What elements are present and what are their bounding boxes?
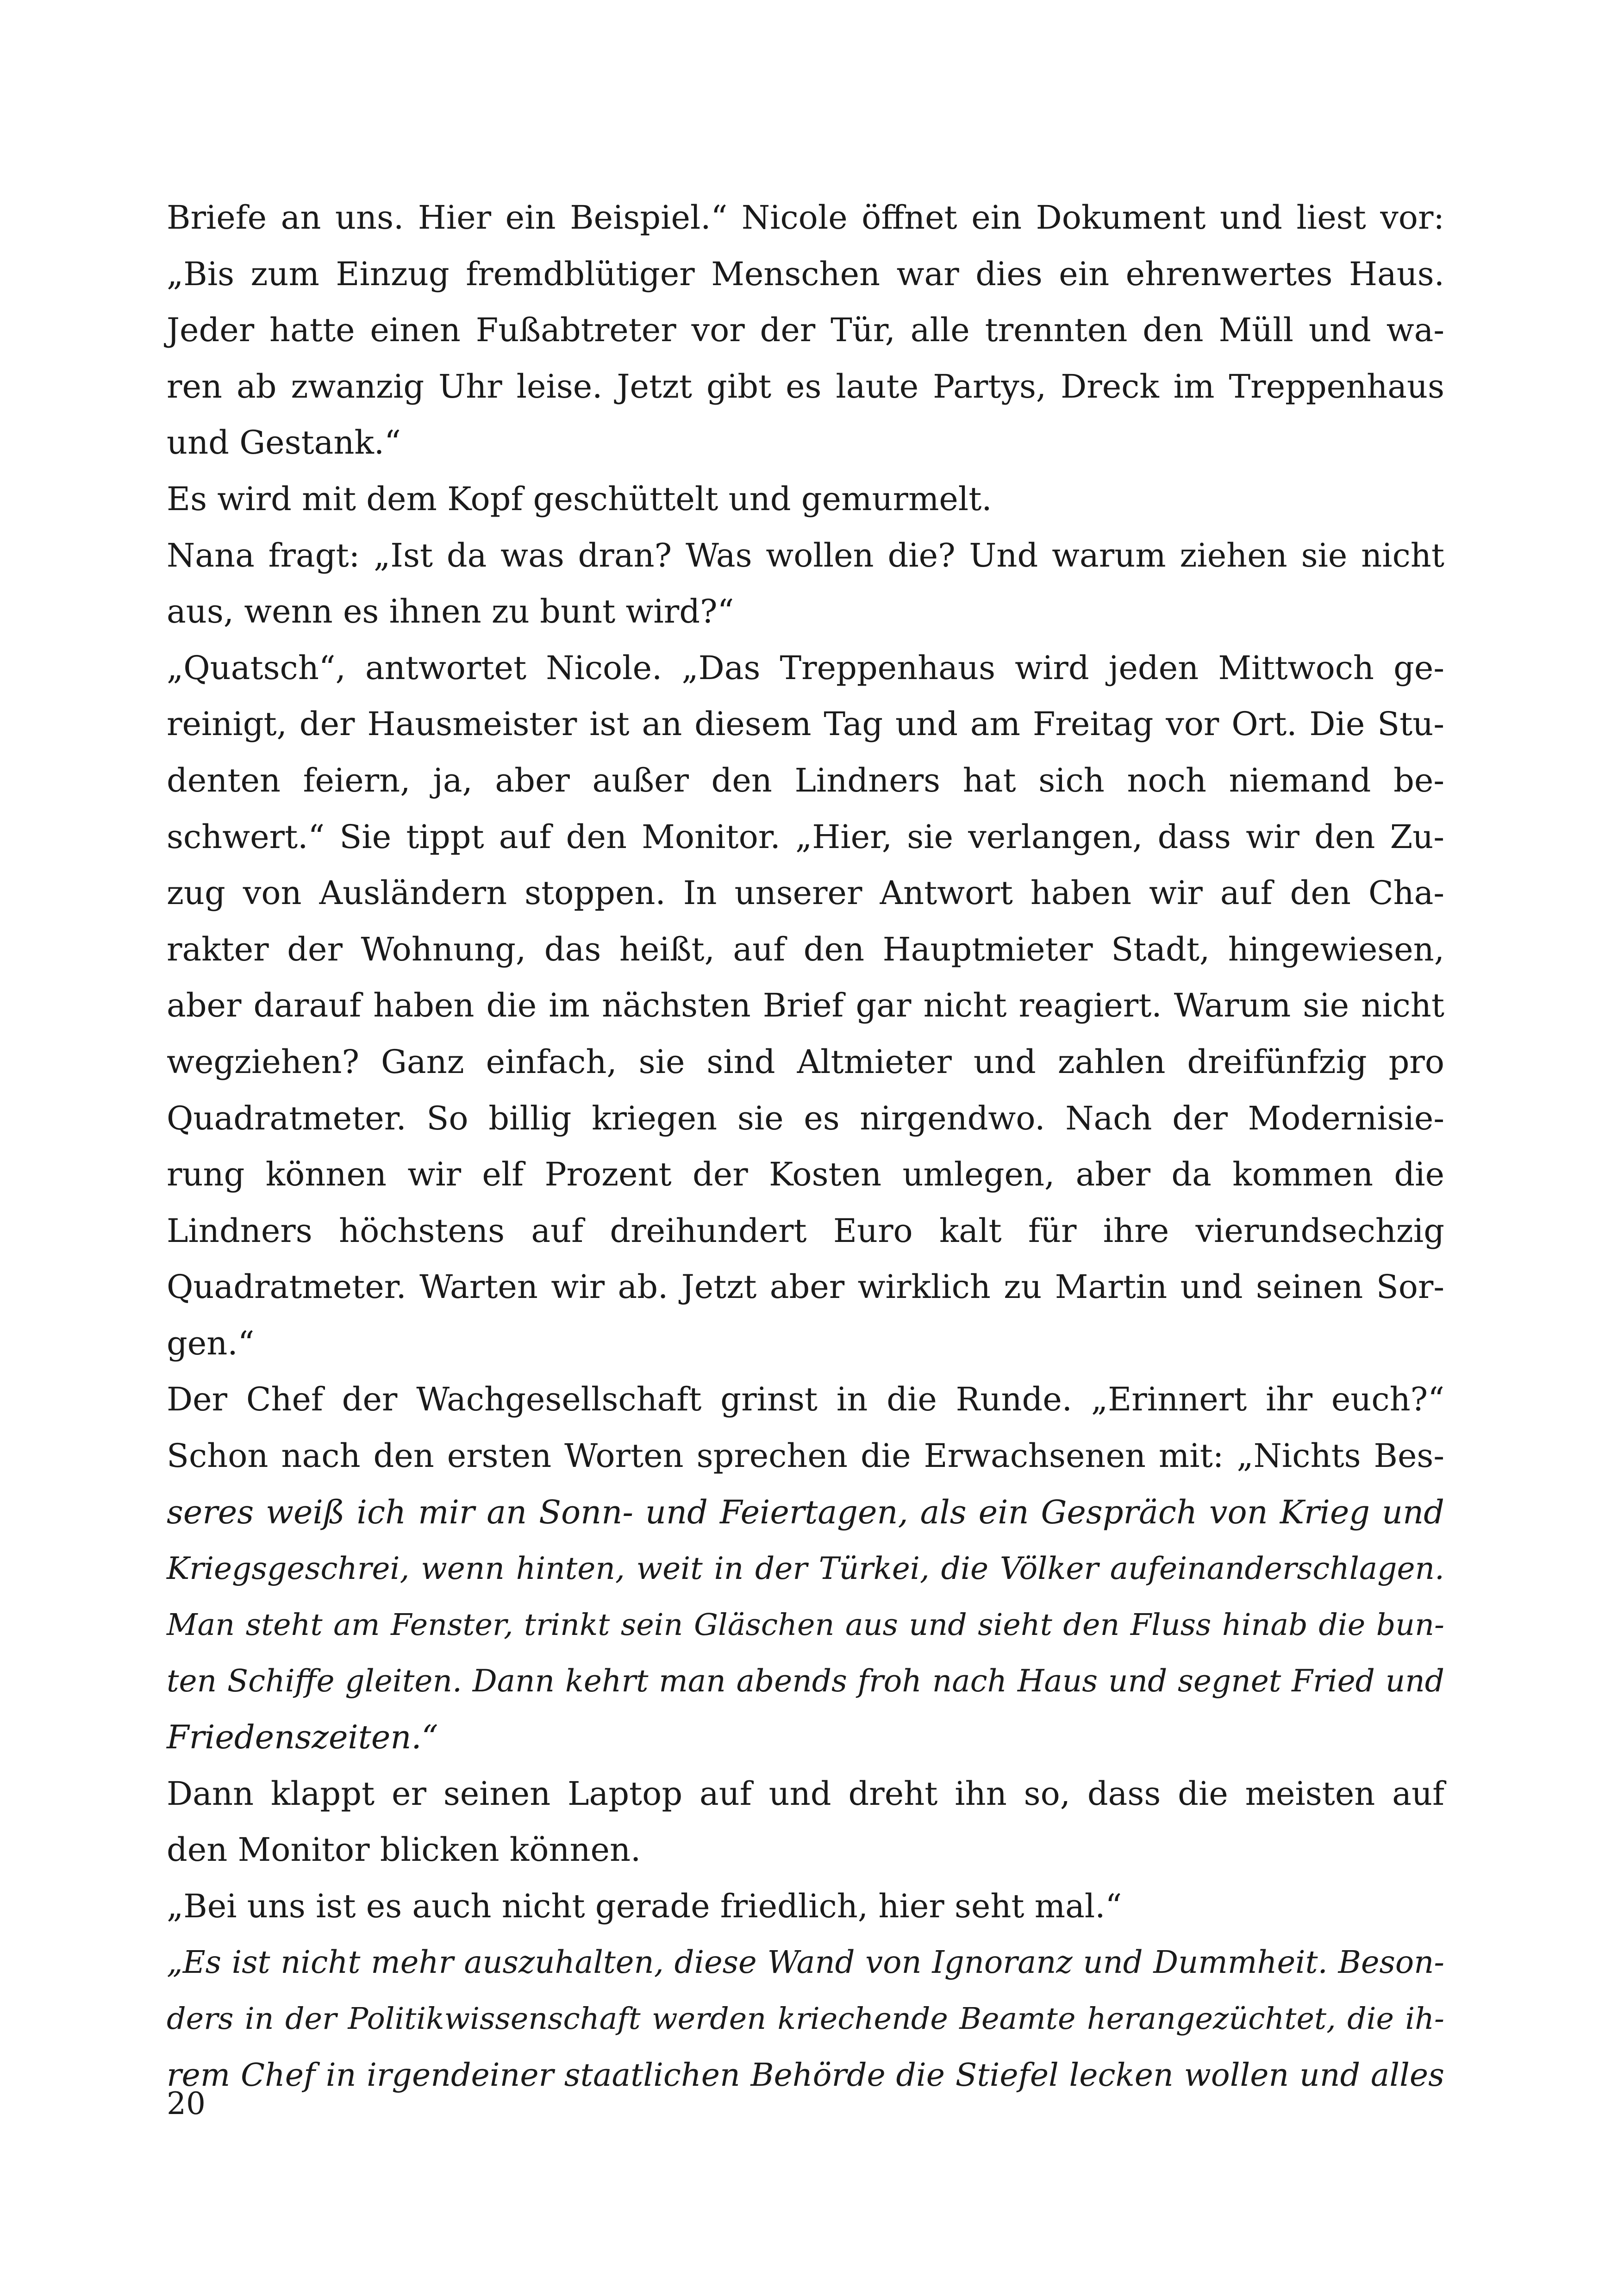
text-line: Briefe an uns. Hier ein Beispiel.“ Nicole öffnet ein Dokument und liest vor: (167, 199, 1444, 237)
text-line: Schon nach den ersten Worten sprechen die Erwachsenen mit: „Nichts Bes- (167, 1437, 1444, 1475)
text-line: reinigt, der Hausmeister ist an diesem Tag und am Freitag vor Ort. Die Stu- (167, 705, 1444, 743)
text-line: aber darauf haben die im nächsten Brief gar nicht reagiert. Warum sie nicht (167, 986, 1444, 1025)
text-line: „Bis zum Einzug fremdblütiger Menschen war dies ein ehrenwertes Haus. (167, 255, 1444, 293)
text-line: aus, wenn es ihnen zu bunt wird?“ (167, 592, 734, 631)
text-line: Der Chef der Wachgesellschaft grinst in die Runde. „Erinnert ihr euch?“ (167, 1380, 1444, 1419)
text-line: Friedenszeiten.“ (167, 1718, 438, 1757)
text-line: Jeder hatte einen Fußabtreter vor der Tür, alle trennten den Müll und wa- (167, 311, 1444, 349)
text-line: Quadratmeter. So billig kriegen sie es nirgendwo. Nach der Modernisie- (167, 1099, 1444, 1137)
text-line: Lindners höchstens auf dreihundert Euro kalt für ihre vierundsechzig (167, 1211, 1444, 1250)
text-line: Dann klappt er seinen Laptop auf und dreht ihn so, dass die meisten auf (167, 1774, 1444, 1813)
text-line: „Quatsch“, antwortet Nicole. „Das Treppenhaus wird jeden Mittwoch ge- (167, 649, 1444, 687)
text-line: Es wird mit dem Kopf geschüttelt und gemurmelt. (167, 480, 992, 518)
text-line: rakter der Wohnung, das heißt, auf den Hauptmieter Stadt, hingewiesen, (167, 930, 1444, 968)
text-line: rem Chef in irgendeiner staatlichen Behörde die Stiefel lecken wollen und alles (167, 2057, 1444, 2094)
text-line: Kriegsgeschrei, wenn hinten, weit in der Türkei, die Völker aufeinanderschlagen. (167, 1551, 1444, 1587)
text-line: wegziehen? Ganz einfach, sie sind Altmieter und zahlen dreifünfzig pro (167, 1042, 1444, 1081)
text-line: denten feiern, ja, aber außer den Lindners hat sich noch niemand be- (167, 761, 1444, 799)
text-line: gen.“ (167, 1324, 255, 1362)
text-line: den Monitor blicken können. (167, 1831, 641, 1869)
body-text (167, 190, 1444, 2103)
text-line: rung können wir elf Prozent der Kosten umlegen, aber da kommen die (167, 1155, 1444, 1194)
text-line: Quadratmeter. Warten wir ab. Jetzt aber wirklich zu Martin und seinen Sor- (167, 1268, 1444, 1306)
text-line: „Es ist nicht mehr auszuhalten, diese Wand von Ignoranz und Dummheit. Beson- (167, 1944, 1444, 1981)
text-line: ders in der Politikwissenschaft werden kriechende Beamte herangezüchtet, die ih- (167, 2002, 1444, 2036)
text-line: und Gestank.“ (167, 424, 401, 462)
text-line: ten Schiffe gleiten. Dann kehrt man abends froh nach Haus und segnet Fried und (167, 1663, 1444, 1699)
text-line: seres weiß ich mir an Sonn- und Feiertagen, als ein Gespräch von Krieg und (167, 1493, 1444, 1531)
text-line: „Bei uns ist es auch nicht gerade friedlich, hier seht mal.“ (167, 1887, 1122, 1925)
text-line: zug von Ausländern stoppen. In unserer Antwort haben wir auf den Cha- (167, 874, 1444, 912)
text-line: Nana fragt: „Ist da was dran? Was wollen die? Und warum ziehen sie nicht (167, 536, 1444, 574)
text-line: ren ab zwanzig Uhr leise. Jetzt gibt es laute Partys, Dreck im Treppenhaus (167, 367, 1444, 405)
text-line: Man steht am Fenster, trinkt sein Gläschen aus und sieht den Fluss hinab die bun- (167, 1607, 1444, 1642)
page-number: 20 (167, 2086, 206, 2121)
text-line: schwert.“ Sie tippt auf den Monitor. „Hier, sie verlangen, dass wir den Zu- (167, 817, 1444, 856)
